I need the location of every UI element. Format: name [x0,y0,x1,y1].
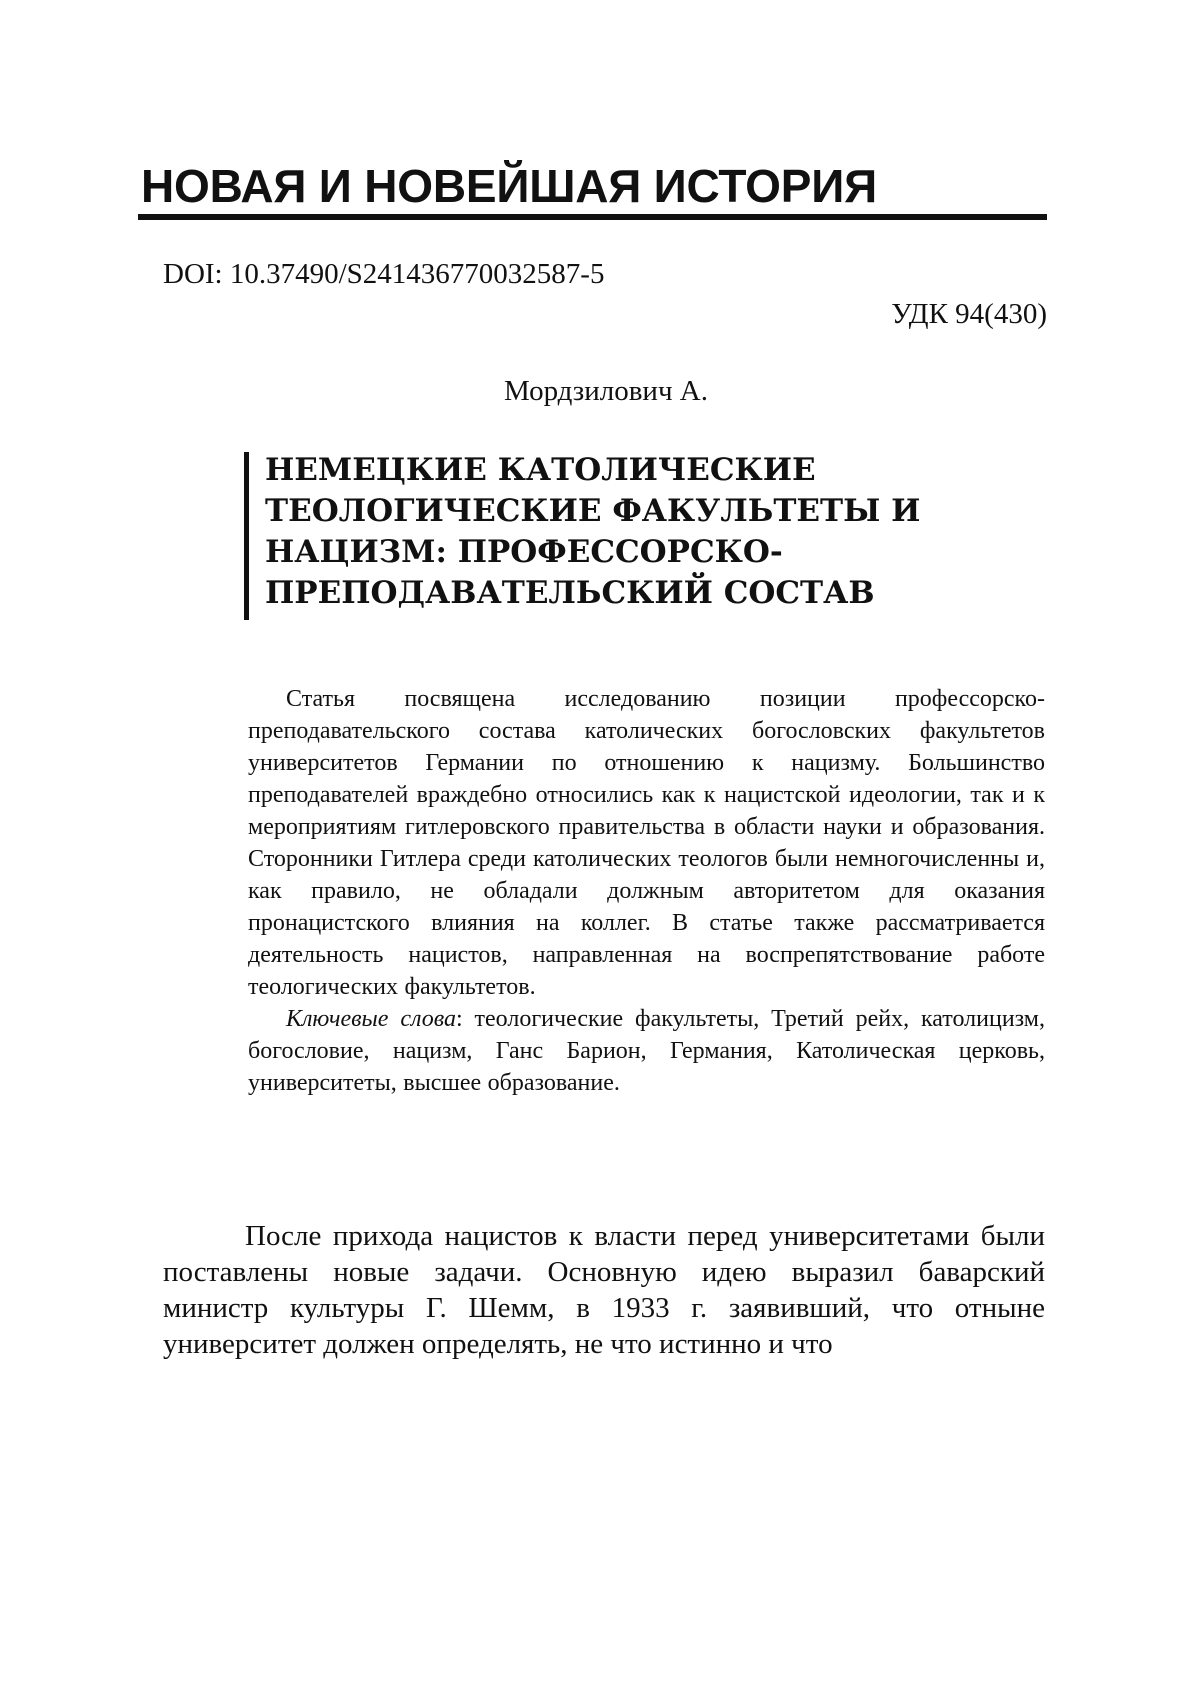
article-title-line: ПРЕПОДАВАТЕЛЬСКИЙ СОСТАВ [265,573,985,614]
article-title-line: НАЦИЗМ: ПРОФЕССОРСКО- [265,532,985,573]
abstract [248,683,1045,1099]
section-title: НОВАЯ И НОВЕЙШАЯ ИСТОРИЯ [141,158,877,214]
article-title-line: НЕМЕЦКИЕ КАТОЛИЧЕСКИЕ [265,450,985,491]
title-accent-bar [244,452,249,620]
abstract-text: Статья посвящена исследованию позиции профессорско-преподавательского состава католических богословских факультетов университетов Германии по отношению к нацизму. Большинство преподавателей враждебно относились как к нацистской идеологии, так и к мероприятиям гитлеровского правительства в области науки и образования. Сторонники Гитлера среди католических теологов были немногочисленны и, как правило, не обладали должным авторитетом для оказания пронацистского влияния на коллег. В статье также рассматривается деятельность нацистов, направленная на воспрепятствование работе теологических факультетов. [248,683,1045,1003]
article-body [163,1218,1045,1362]
section-divider [138,214,1047,220]
keywords-paragraph [248,1003,1045,1099]
keywords-label: Ключевые слова [286,1006,456,1032]
author-name: Мордзилович А. [0,373,1200,409]
article-title-line: ТЕОЛОГИЧЕСКИЕ ФАКУЛЬТЕТЫ И [265,491,985,532]
udk-code: УДК 94(430) [891,296,1047,332]
doi-line: DOI: 10.37490/S241436770032587-5 [163,256,604,292]
article-title [265,450,985,614]
keywords-list: : теологические факультеты, Третий рейх, католицизм, богословие, нацизм, Ганс Барион, Германия, Католическая церковь, университеты, высшее образование. [248,1006,1045,1096]
body-paragraph: После прихода нацистов к власти перед университетами были поставлены новые задачи. Основную идею выразил баварский министр культуры Г. Шемм, в 1933 г. заявивший, что отныне университет должен определять, не что истинно и что [163,1218,1045,1362]
